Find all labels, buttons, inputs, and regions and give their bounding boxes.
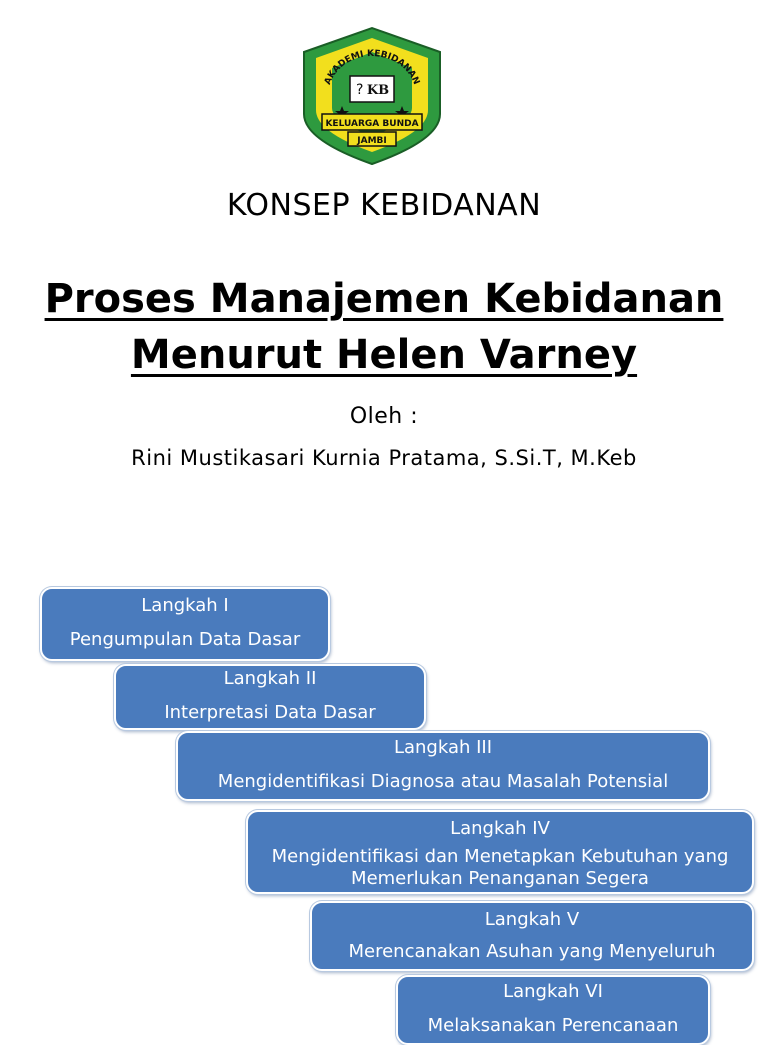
- academy-logo: [298, 22, 446, 170]
- title-line-1: Proses Manajemen Kebidanan: [44, 276, 724, 322]
- step-description: Melaksanakan Perencanaan: [427, 1015, 679, 1036]
- svg-text:?: ?: [356, 82, 364, 98]
- step-box-5: [310, 901, 754, 971]
- step-box-1: [40, 587, 330, 661]
- step-title: Langkah II: [223, 668, 317, 689]
- logo-banner-text: KELUARGA BUNDA: [325, 119, 419, 129]
- step-box-2: [114, 664, 426, 730]
- title-line-2: Menurut Helen Varney: [130, 332, 638, 378]
- step-description: Interpretasi Data Dasar: [164, 702, 376, 723]
- step-title: Langkah I: [141, 595, 229, 616]
- author-name: Rini Mustikasari Kurnia Pratama, S.Si.T, M.Keb: [131, 446, 637, 470]
- step-description: Merencanakan Asuhan yang Menyeluruh: [348, 941, 716, 962]
- logo-emblem-text: KB: [366, 83, 390, 98]
- by-label: Oleh :: [349, 404, 419, 429]
- logo-city-text: JAMBI: [357, 136, 387, 146]
- logo-arc-text: AKADEMI KEBIDANAN: [323, 48, 421, 87]
- step-description: Mengidentifikasi dan Menetapkan Kebutuhan yang Memerlukan Penanganan Segera: [271, 846, 729, 889]
- step-description: Mengidentifikasi Diagnosa atau Masalah Potensial: [217, 771, 669, 792]
- step-title: Langkah VI: [503, 981, 603, 1002]
- step-title: Langkah IV: [450, 818, 550, 839]
- step-box-4: [246, 810, 754, 894]
- step-title: Langkah III: [393, 737, 493, 758]
- step-box-6: [396, 975, 710, 1045]
- subtitle-heading: KONSEP KEBIDANAN: [226, 188, 542, 223]
- step-description: Pengumpulan Data Dasar: [69, 629, 301, 650]
- step-box-3: [176, 731, 710, 801]
- academy-logo-emblem: [298, 22, 446, 170]
- step-title: Langkah V: [484, 909, 580, 930]
